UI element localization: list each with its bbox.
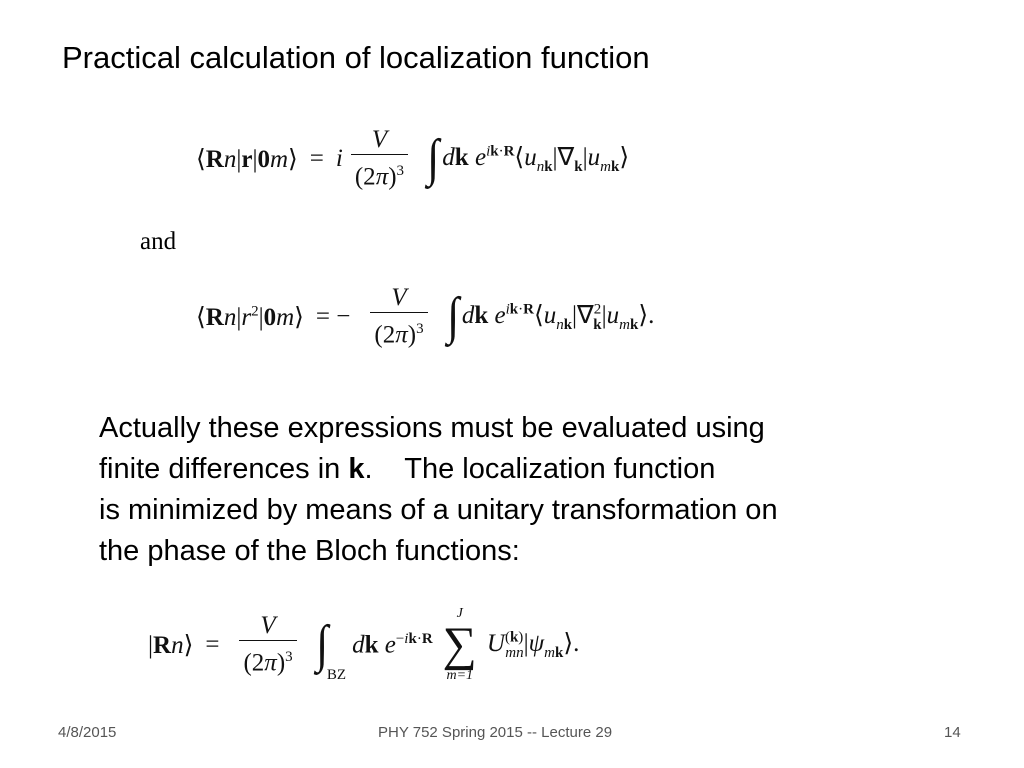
slide-title: Practical calculation of localization function bbox=[62, 40, 650, 75]
eq2-integral-sign: ∫ bbox=[446, 287, 459, 345]
equation-wannier-function bbox=[148, 606, 579, 684]
eq2-integrand: dk $e^{ik\cdot R}⟨u_{nk}|\nabla^2_k|u_{mk}⟩$. bbox=[461, 301, 655, 333]
paragraph-line-2: finite differences in k. The localization function bbox=[99, 453, 716, 485]
eq2-lhs: $⟨Rn|r^2|0m⟩$ bbox=[196, 303, 304, 331]
paragraph-line-1: Actually these expressions must be evaluated using bbox=[99, 412, 765, 444]
paragraph-line-3: is minimized by means of a unitary transformation on bbox=[99, 494, 778, 526]
footer-course: PHY 752 Spring 2015 -- Lecture 29 bbox=[378, 724, 613, 741]
footer-page-number: 14 bbox=[944, 724, 961, 741]
eq2-fraction: $\frac{V}{(2\pi)^3}$ bbox=[370, 284, 427, 349]
eq3-integrand-tail: $U^{(k)}_{mn}|\psi_{mk}⟩$. bbox=[486, 629, 580, 661]
explanation-paragraph bbox=[99, 408, 778, 572]
eq2-equals: = − bbox=[315, 302, 351, 330]
eq1-integrand: dk $e^{ik\cdot R}⟨u_{nk}|\nabla_k|u_{mk}⟩$ bbox=[442, 143, 630, 175]
bold-k: k bbox=[348, 453, 365, 485]
eq3-equals: = bbox=[205, 631, 220, 658]
paragraph-line-4: the phase of the Bloch functions: bbox=[99, 535, 520, 567]
eq1-integral-sign: ∫ bbox=[427, 129, 440, 187]
equation-position-matrix-element bbox=[196, 126, 629, 191]
connector-and: and bbox=[140, 228, 177, 255]
eq3-integrand-head: dk $e^{-ik\cdot R}$ bbox=[352, 630, 433, 659]
eq1-equals: = bbox=[309, 144, 324, 172]
equation-r-squared-matrix-element bbox=[196, 284, 654, 349]
eq1-prefactor: i bbox=[335, 144, 343, 172]
eq3-integral-sign: ∫ bbox=[315, 616, 328, 673]
eq1-fraction: $\frac{V}{(2\pi)^3}$ bbox=[351, 126, 408, 191]
eq3-integral-subscript: BZ bbox=[326, 667, 347, 683]
eq1-lhs: ⟨Rn|r|0m⟩ bbox=[196, 145, 298, 173]
footer-date: 4/8/2015 bbox=[58, 724, 117, 741]
eq3-fraction: $\frac{V}{(2\pi)^3}$ bbox=[239, 612, 296, 677]
eq3-summation-sign: J ∑ m=1 bbox=[442, 606, 477, 683]
eq3-lhs: |Rn⟩ bbox=[148, 632, 194, 659]
